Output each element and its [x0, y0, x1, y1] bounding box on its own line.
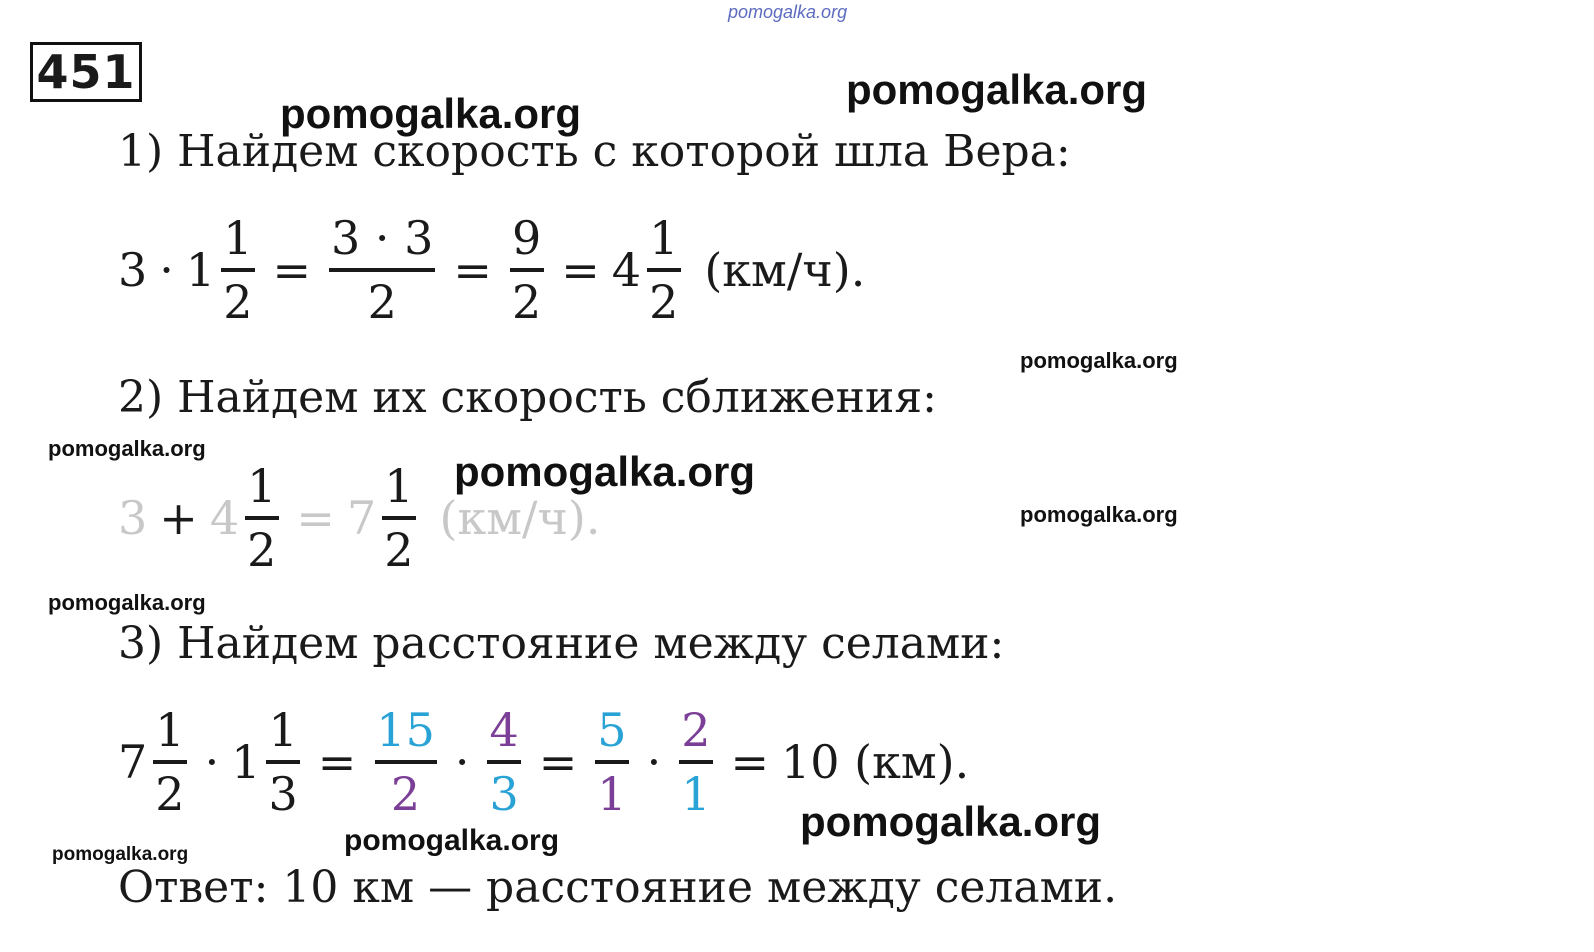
equals-sign: = [296, 491, 335, 545]
numerator: 4 [489, 703, 519, 757]
numerator: 15 [376, 703, 435, 757]
multiply-sign: · [454, 735, 470, 789]
watermark: pomogalka.org [52, 844, 189, 865]
denominator: 2 [649, 275, 679, 329]
numerator: 5 [597, 703, 627, 757]
fraction-bar [487, 760, 521, 764]
fraction [508, 210, 545, 330]
fraction-bar [245, 516, 279, 520]
denominator: 2 [223, 275, 253, 329]
denominator: 2 [155, 767, 185, 821]
watermark: pomogalka.org [48, 436, 206, 461]
numerator: 3 · 3 [331, 211, 434, 265]
multiply-sign: · [204, 735, 220, 789]
fraction [264, 702, 301, 822]
fraction-bar [329, 268, 435, 272]
fraction [645, 210, 682, 330]
equals-sign: = [561, 243, 600, 297]
result: 10 (км). [781, 735, 970, 789]
unit: (км/ч). [439, 491, 601, 545]
denominator: 1 [681, 767, 711, 821]
step-3-heading: 3) Найдем расстояние между селами: [118, 618, 1005, 669]
fraction [593, 702, 630, 822]
fraction [677, 702, 714, 822]
equals-sign: = [538, 735, 578, 789]
watermark: pomogalka.org [846, 66, 1148, 113]
numerator: 1 [247, 459, 277, 513]
equals-sign: = [453, 243, 492, 297]
denominator: 2 [511, 275, 542, 329]
result-whole: 4 [611, 243, 642, 297]
fraction-bar [679, 760, 713, 764]
step-2-heading: 2) Найдем их скорость сближения: [118, 372, 937, 423]
multiply-sign: · [159, 243, 174, 297]
denominator: 2 [390, 767, 421, 821]
fraction [485, 702, 522, 822]
watermark-top: pomogalka.org [728, 2, 848, 22]
plus-sign: + [159, 491, 198, 545]
answer-text: Ответ: 10 км — расстояние между селами. [118, 862, 1118, 913]
fraction-bar [153, 760, 187, 764]
fraction [243, 458, 280, 578]
denominator: 3 [489, 767, 519, 821]
equals-sign: = [272, 243, 312, 297]
term: 3 [118, 491, 148, 545]
step-1-heading: 1) Найдем скорость с которой шла Вера: [118, 126, 1071, 177]
term: 3 [118, 243, 148, 297]
denominator: 2 [367, 275, 397, 329]
result-whole: 7 [346, 491, 377, 545]
unit: (км/ч). [704, 243, 866, 297]
task-number: 451 [30, 42, 142, 102]
watermark: pomogalka.org [800, 798, 1102, 845]
watermark: pomogalka.org [454, 448, 756, 495]
fraction-bar [647, 268, 681, 272]
mixed-whole: 1 [185, 243, 216, 297]
watermark: pomogalka.org [280, 90, 582, 137]
equals-sign: = [317, 735, 357, 789]
watermark: pomogalka.org [1020, 348, 1178, 373]
mixed-whole: 1 [231, 735, 261, 789]
formula-step-1 [118, 210, 865, 330]
denominator: 2 [247, 523, 277, 577]
watermark: pomogalka.org [1020, 502, 1178, 527]
fraction-bar [382, 516, 416, 520]
fraction-bar [266, 760, 300, 764]
numerator: 1 [384, 459, 414, 513]
denominator: 2 [384, 523, 414, 577]
fraction-bar [595, 760, 629, 764]
mixed-whole: 4 [209, 491, 240, 545]
fraction [372, 702, 439, 822]
equals-sign: = [730, 735, 770, 789]
numerator: 1 [223, 211, 253, 265]
multiply-sign: · [646, 735, 662, 789]
fraction [219, 210, 256, 330]
numerator: 1 [649, 211, 679, 265]
numerator: 9 [511, 211, 542, 265]
numerator: 1 [268, 703, 298, 757]
numerator: 1 [155, 703, 185, 757]
watermark: pomogalka.org [344, 824, 560, 857]
fraction [327, 210, 437, 330]
denominator: 1 [597, 767, 627, 821]
fraction-bar [375, 760, 437, 764]
numerator: 2 [681, 703, 711, 757]
denominator: 3 [268, 767, 298, 821]
watermark: pomogalka.org [48, 590, 206, 615]
fraction-bar [221, 268, 255, 272]
fraction-bar [510, 268, 544, 272]
mixed-whole: 7 [118, 735, 148, 789]
fraction [151, 702, 188, 822]
fraction [380, 458, 417, 578]
